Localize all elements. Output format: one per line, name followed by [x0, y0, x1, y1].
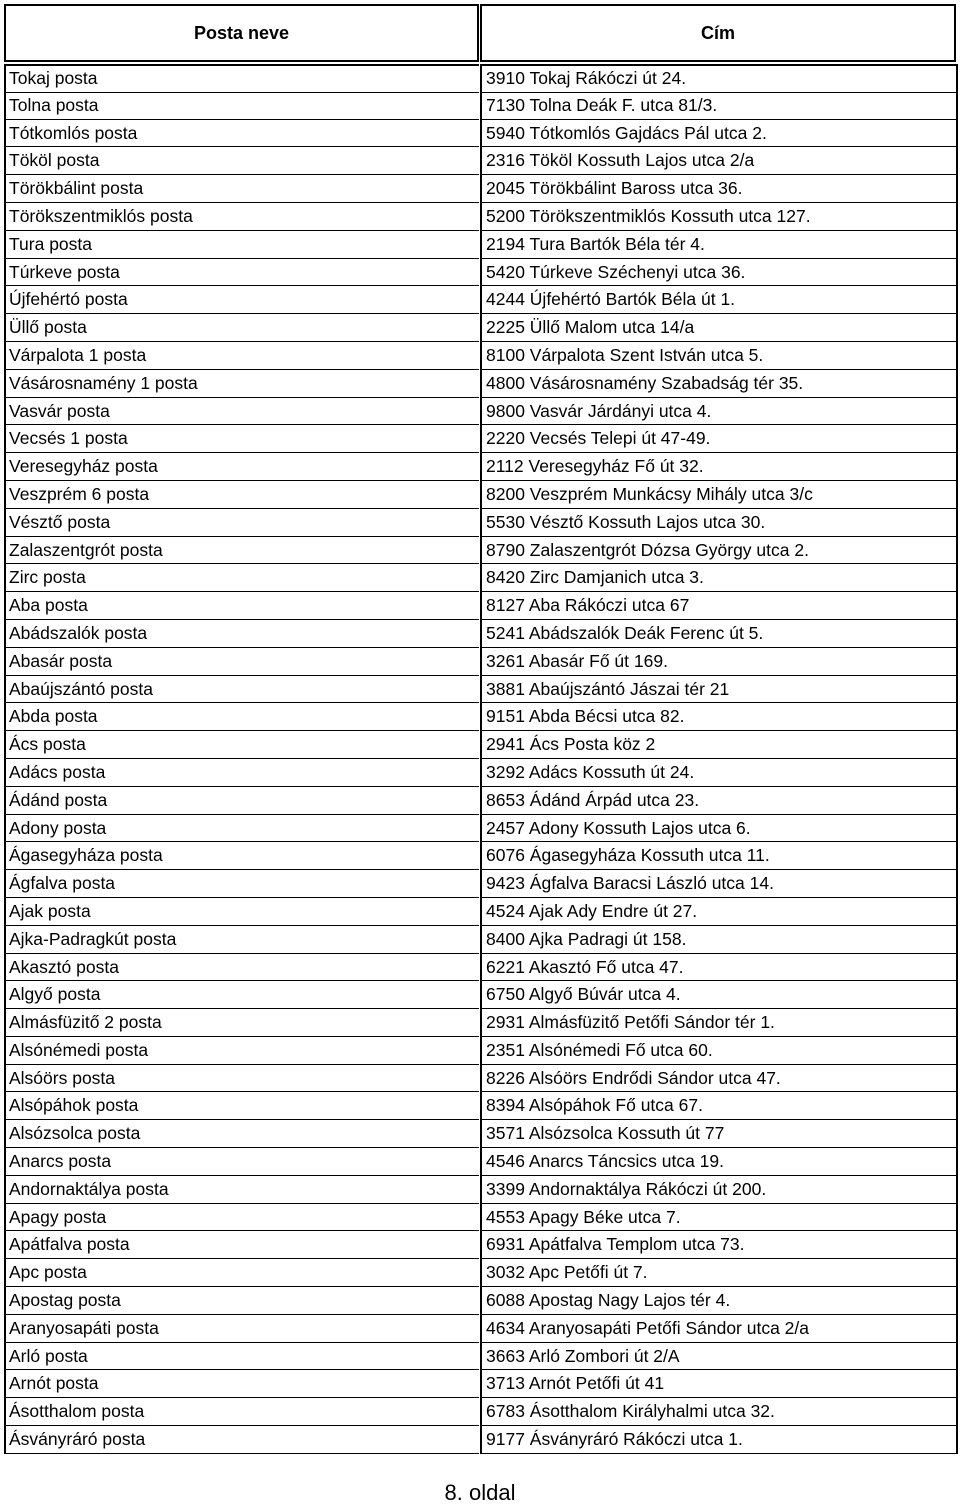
- post-office-address-cell: 2225 Üllő Malom utca 14/a: [480, 314, 958, 342]
- table-row: [4, 1065, 956, 1093]
- post-office-address-cell: 3571 Alsózsolca Kossuth út 77: [480, 1120, 958, 1148]
- post-office-address-cell: 8420 Zirc Damjanich utca 3.: [480, 564, 958, 592]
- post-office-address-cell: 9800 Vasvár Járdányi utca 4.: [480, 398, 958, 426]
- post-office-name-cell: Várpalota 1 posta: [4, 342, 479, 370]
- post-office-name-cell: Apostag posta: [4, 1287, 479, 1315]
- post-office-name-cell: Apagy posta: [4, 1204, 479, 1232]
- table-row: [4, 759, 956, 787]
- post-office-name-cell: Apc posta: [4, 1259, 479, 1287]
- table-row: [4, 1426, 956, 1454]
- post-office-name-cell: Tokaj posta: [4, 64, 479, 93]
- table-row: [4, 64, 956, 92]
- post-office-name-cell: Alsóörs posta: [4, 1065, 479, 1093]
- post-office-name-cell: Abasár posta: [4, 648, 479, 676]
- table-row: [4, 648, 956, 676]
- post-office-address-cell: 3910 Tokaj Rákóczi út 24.: [480, 64, 958, 93]
- header-post-name: Posta neve: [4, 4, 479, 62]
- post-office-address-cell: 6783 Ásotthalom Királyhalmi utca 32.: [480, 1398, 958, 1426]
- post-office-name-cell: Apátfalva posta: [4, 1231, 479, 1259]
- post-office-name-cell: Alsópáhok posta: [4, 1092, 479, 1120]
- post-office-address-cell: 4244 Újfehértó Bartók Béla út 1.: [480, 286, 958, 314]
- post-office-name-cell: Abaújszántó posta: [4, 676, 479, 704]
- post-office-address-cell: 4546 Anarcs Táncsics utca 19.: [480, 1148, 958, 1176]
- post-office-address-cell: 5200 Törökszentmiklós Kossuth utca 127.: [480, 203, 958, 231]
- post-office-name-cell: Veresegyház posta: [4, 453, 479, 481]
- table-row: [4, 453, 956, 481]
- post-office-address-cell: 9151 Abda Bécsi utca 82.: [480, 703, 958, 731]
- post-office-name-cell: Ágfalva posta: [4, 870, 479, 898]
- post-office-address-cell: 9177 Ásványráró Rákóczi utca 1.: [480, 1426, 958, 1454]
- post-office-address-cell: 3292 Adács Kossuth út 24.: [480, 759, 958, 787]
- post-office-address-cell: 8653 Ádánd Árpád utca 23.: [480, 787, 958, 815]
- post-office-address-cell: 8200 Veszprém Munkácsy Mihály utca 3/c: [480, 481, 958, 509]
- post-office-name-cell: Ács posta: [4, 731, 479, 759]
- table-row: [4, 842, 956, 870]
- table-row: [4, 147, 956, 175]
- table-row: [4, 592, 956, 620]
- post-office-name-cell: Zirc posta: [4, 564, 479, 592]
- post-office-address-cell: 2220 Vecsés Telepi út 47-49.: [480, 425, 958, 453]
- post-office-name-cell: Anarcs posta: [4, 1148, 479, 1176]
- post-office-name-cell: Algyő posta: [4, 981, 479, 1009]
- table-row: [4, 120, 956, 148]
- post-office-name-cell: Újfehértó posta: [4, 286, 479, 314]
- post-office-name-cell: Vésztő posta: [4, 509, 479, 537]
- post-office-address-cell: 9423 Ágfalva Baracsi László utca 14.: [480, 870, 958, 898]
- post-office-name-cell: Ádánd posta: [4, 787, 479, 815]
- post-office-name-cell: Arló posta: [4, 1343, 479, 1371]
- table-row: [4, 342, 956, 370]
- post-office-name-cell: Tököl posta: [4, 147, 479, 175]
- post-office-address-cell: 2941 Ács Posta köz 2: [480, 731, 958, 759]
- post-office-name-cell: Ajka-Padragkút posta: [4, 926, 479, 954]
- table-row: [4, 1204, 956, 1232]
- post-office-name-cell: Ásotthalom posta: [4, 1398, 479, 1426]
- table-row: [4, 1315, 956, 1343]
- post-office-address-cell: 6088 Apostag Nagy Lajos tér 4.: [480, 1287, 958, 1315]
- table-row: [4, 370, 956, 398]
- post-office-name-cell: Abda posta: [4, 703, 479, 731]
- post-office-name-cell: Almásfüzitő 2 posta: [4, 1009, 479, 1037]
- table-row: [4, 1259, 956, 1287]
- post-office-name-cell: Üllő posta: [4, 314, 479, 342]
- post-office-name-cell: Alsózsolca posta: [4, 1120, 479, 1148]
- post-office-name-cell: Andornaktálya posta: [4, 1176, 479, 1204]
- post-office-address-cell: 3032 Apc Petőfi út 7.: [480, 1259, 958, 1287]
- post-office-name-cell: Alsónémedi posta: [4, 1037, 479, 1065]
- table-row: [4, 1176, 956, 1204]
- post-office-address-cell: 2351 Alsónémedi Fő utca 60.: [480, 1037, 958, 1065]
- post-office-name-cell: Aba posta: [4, 592, 479, 620]
- post-office-name-cell: Vásárosnamény 1 posta: [4, 370, 479, 398]
- post-office-name-cell: Veszprém 6 posta: [4, 481, 479, 509]
- post-office-name-cell: Akasztó posta: [4, 954, 479, 982]
- post-office-table: [4, 64, 956, 1454]
- post-office-address-cell: 8226 Alsóörs Endrődi Sándor utca 47.: [480, 1065, 958, 1093]
- post-office-address-cell: 2194 Tura Bartók Béla tér 4.: [480, 231, 958, 259]
- post-office-address-cell: 2316 Tököl Kossuth Lajos utca 2/a: [480, 147, 958, 175]
- table-row: [4, 92, 956, 120]
- table-row: [4, 398, 956, 426]
- post-office-name-cell: Törökszentmiklós posta: [4, 203, 479, 231]
- table-row: [4, 1343, 956, 1371]
- post-office-address-cell: 8127 Aba Rákóczi utca 67: [480, 592, 958, 620]
- table-row: [4, 314, 956, 342]
- post-office-address-cell: 8790 Zalaszentgrót Dózsa György utca 2.: [480, 537, 958, 565]
- post-office-address-cell: 3261 Abasár Fő út 169.: [480, 648, 958, 676]
- post-office-name-cell: Tótkomlós posta: [4, 120, 479, 148]
- table-row: [4, 620, 956, 648]
- post-office-name-cell: Zalaszentgrót posta: [4, 537, 479, 565]
- post-office-address-cell: 3713 Arnót Petőfi út 41: [480, 1370, 958, 1398]
- table-row: [4, 703, 956, 731]
- table-row: [4, 1231, 956, 1259]
- table-row: [4, 175, 956, 203]
- post-office-address-cell: 8100 Várpalota Szent István utca 5.: [480, 342, 958, 370]
- post-office-address-cell: 3881 Abaújszántó Jászai tér 21: [480, 676, 958, 704]
- post-office-address-cell: 4800 Vásárosnamény Szabadság tér 35.: [480, 370, 958, 398]
- post-office-address-cell: 4634 Aranyosapáti Petőfi Sándor utca 2/a: [480, 1315, 958, 1343]
- table-row: [4, 787, 956, 815]
- table-row: [4, 1092, 956, 1120]
- post-office-name-cell: Abádszalók posta: [4, 620, 479, 648]
- table-row: [4, 981, 956, 1009]
- post-office-name-cell: Tura posta: [4, 231, 479, 259]
- table-row: [4, 731, 956, 759]
- table-row: [4, 1009, 956, 1037]
- post-office-name-cell: Törökbálint posta: [4, 175, 479, 203]
- table-row: [4, 481, 956, 509]
- table-row: [4, 286, 956, 314]
- table-row: [4, 231, 956, 259]
- post-office-address-cell: 2931 Almásfüzitő Petőfi Sándor tér 1.: [480, 1009, 958, 1037]
- post-office-name-cell: Arnót posta: [4, 1370, 479, 1398]
- post-office-address-cell: 6931 Apátfalva Templom utca 73.: [480, 1231, 958, 1259]
- post-office-name-cell: Tolna posta: [4, 92, 479, 120]
- table-row: [4, 676, 956, 704]
- table-row: [4, 537, 956, 565]
- post-office-address-cell: 5940 Tótkomlós Gajdács Pál utca 2.: [480, 120, 958, 148]
- post-office-address-cell: 5241 Abádszalók Deák Ferenc út 5.: [480, 620, 958, 648]
- post-office-address-cell: 5420 Túrkeve Széchenyi utca 36.: [480, 259, 958, 287]
- post-office-address-cell: 2457 Adony Kossuth Lajos utca 6.: [480, 815, 958, 843]
- table-row: [4, 1120, 956, 1148]
- post-office-address-cell: 5530 Vésztő Kossuth Lajos utca 30.: [480, 509, 958, 537]
- post-office-name-cell: Ágasegyháza posta: [4, 842, 479, 870]
- post-office-address-cell: 6750 Algyő Búvár utca 4.: [480, 981, 958, 1009]
- post-office-address-cell: 3663 Arló Zombori út 2/A: [480, 1343, 958, 1371]
- table-row: [4, 815, 956, 843]
- table-row: [4, 954, 956, 982]
- table-row: [4, 926, 956, 954]
- table-row: [4, 564, 956, 592]
- table-row: [4, 1370, 956, 1398]
- post-office-address-cell: 3399 Andornaktálya Rákóczi út 200.: [480, 1176, 958, 1204]
- table-row: [4, 898, 956, 926]
- post-office-name-cell: Vecsés 1 posta: [4, 425, 479, 453]
- table-row: [4, 1398, 956, 1426]
- post-office-address-cell: 8394 Alsópáhok Fő utca 67.: [480, 1092, 958, 1120]
- post-office-address-cell: 4524 Ajak Ady Endre út 27.: [480, 898, 958, 926]
- post-office-name-cell: Ásványráró posta: [4, 1426, 479, 1454]
- post-office-address-cell: 8400 Ajka Padragi út 158.: [480, 926, 958, 954]
- table-row: [4, 425, 956, 453]
- post-office-name-cell: Adács posta: [4, 759, 479, 787]
- table-row: [4, 1287, 956, 1315]
- table-row: [4, 509, 956, 537]
- post-office-name-cell: Aranyosapáti posta: [4, 1315, 479, 1343]
- post-office-name-cell: Adony posta: [4, 815, 479, 843]
- post-office-address-cell: 2112 Veresegyház Fő út 32.: [480, 453, 958, 481]
- header-address: Cím: [480, 4, 956, 62]
- table-row: [4, 259, 956, 287]
- post-office-address-cell: 4553 Apagy Béke utca 7.: [480, 1204, 958, 1232]
- post-office-address-cell: 7130 Tolna Deák F. utca 81/3.: [480, 92, 958, 120]
- post-office-name-cell: Ajak posta: [4, 898, 479, 926]
- table-row: [4, 1037, 956, 1065]
- table-row: [4, 1148, 956, 1176]
- post-office-address-cell: 6221 Akasztó Fő utca 47.: [480, 954, 958, 982]
- post-office-name-cell: Túrkeve posta: [4, 259, 479, 287]
- post-office-address-cell: 2045 Törökbálint Baross utca 36.: [480, 175, 958, 203]
- table-row: [4, 870, 956, 898]
- page-number: 8. oldal: [444, 1480, 516, 1505]
- post-office-name-cell: Vasvár posta: [4, 398, 479, 426]
- post-office-address-cell: 6076 Ágasegyháza Kossuth utca 11.: [480, 842, 958, 870]
- table-row: [4, 203, 956, 231]
